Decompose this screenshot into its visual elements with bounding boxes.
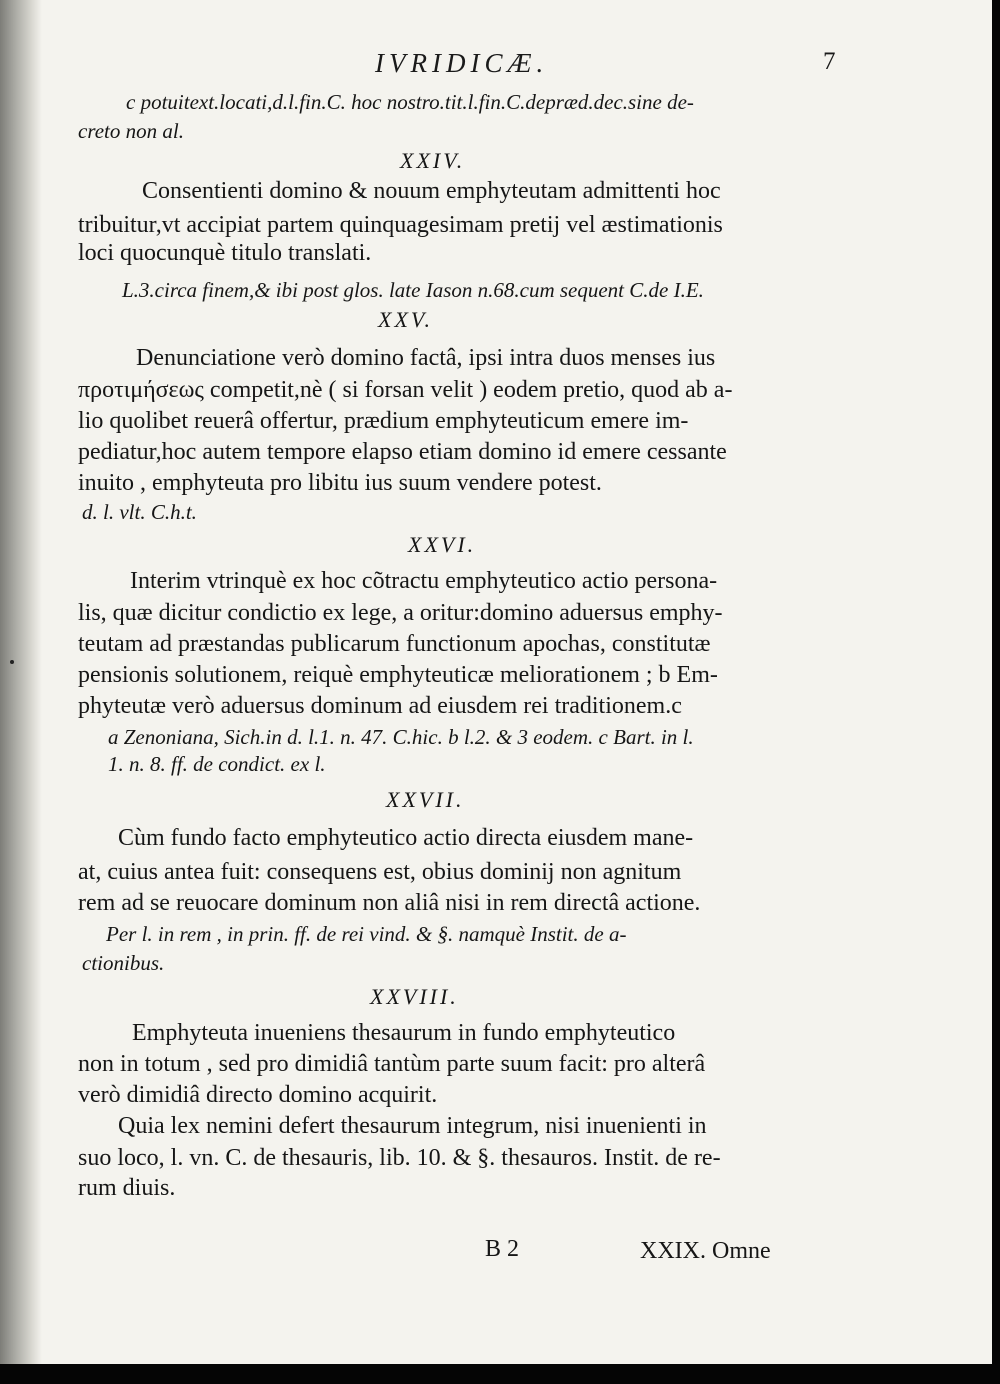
section-heading: XXV. <box>378 307 433 332</box>
section-heading: XXVIII. <box>370 984 459 1009</box>
text-line: προτιμήσεως competit,nè ( si forsan velit ) eodem pretio, quod ab a- <box>78 377 733 403</box>
text-line: lio quolibet reuerâ offertur, prædium emphyteuticum emere im- <box>78 408 689 434</box>
text-line: L.3.circa finem,& ibi post glos. late Iason n.68.cum sequent C.de I.E. <box>122 278 704 302</box>
text-line: at, cuius antea fuit: consequens est, obius dominij non agnitum <box>78 859 682 885</box>
text-line: verò dimidiâ directo domino acquirit. <box>78 1082 438 1108</box>
text-line: d. l. vlt. C.h.t. <box>82 500 197 524</box>
text-line: ctionibus. <box>82 951 165 975</box>
text-line: Denunciatione verò domino factâ, ipsi intra duos menses ius <box>136 345 716 371</box>
page-number: 7 <box>823 48 836 75</box>
text-line: pensionis solutionem, reiquè emphyteuticæ meliorationem ; b Em- <box>78 662 718 688</box>
text-line: non in totum , sed pro dimidiâ tantùm parte suum facit: pro alterâ <box>78 1051 706 1077</box>
text-line: c potuitext.locati,d.l.fin.C. hoc nostro.tit.l.fin.C.depræd.dec.sine de- <box>126 90 694 114</box>
catchword: XXIX. Omne <box>640 1238 771 1264</box>
text-line: tribuitur,vt accipiat partem quinquagesimam pretij vel æstimationis <box>78 212 723 238</box>
text-line: Cùm fundo facto emphyteutico actio directa eiusdem mane- <box>118 825 694 851</box>
text-line: Interim vtrinquè ex hoc cõtractu emphyteutico actio persona- <box>130 568 718 594</box>
margin-speck <box>10 660 14 664</box>
text-line: Emphyteuta inueniens thesaurum in fundo emphyteutico <box>132 1020 676 1046</box>
section-heading: XXIV. <box>400 148 466 173</box>
text-line: Quia lex nemini defert thesaurum integrum, nisi inuenienti in <box>118 1113 707 1139</box>
page-binding-shadow <box>0 0 42 1364</box>
signature-mark: B 2 <box>485 1236 520 1262</box>
section-heading: XXVII. <box>386 787 465 812</box>
running-head: IVRIDICÆ. <box>375 48 549 78</box>
text-line: 1. n. 8. ff. de condict. ex l. <box>108 752 326 776</box>
text-line: Per l. in rem , in prin. ff. de rei vind. & §. namquè Instit. de a- <box>106 922 627 946</box>
text-line: rum diuis. <box>78 1175 176 1201</box>
text-line: a Zenoniana, Sich.in d. l.1. n. 47. C.hic. b l.2. & 3 eodem. c Bart. in l. <box>108 725 694 749</box>
text-line: loci quocunquè titulo translati. <box>78 240 372 266</box>
text-line: teutam ad præstandas publicarum functionum apochas, constitutæ <box>78 631 711 657</box>
text-line: lis, quæ dicitur condictio ex lege, a oritur:domino aduersus emphy- <box>78 600 723 626</box>
section-heading: XXVI. <box>408 532 477 557</box>
text-line: pediatur,hoc autem tempore elapso etiam domino id emere cessante <box>78 439 727 465</box>
text-line: inuito , emphyteuta pro libitu ius suum vendere potest. <box>78 470 602 496</box>
page-header <box>0 48 992 88</box>
text-line: suo loco, l. vn. C. de thesauris, lib. 10. & §. thesauros. Instit. de re- <box>78 1145 721 1171</box>
text-line: Consentienti domino & nouum emphyteutam admittenti hoc <box>142 178 721 204</box>
text-line: creto non al. <box>78 119 184 143</box>
text-line: rem ad se reuocare dominum non aliâ nisi in rem directâ actione. <box>78 890 701 916</box>
text-line: phyteutæ verò aduersus dominum ad eiusdem rei traditionem.c <box>78 693 682 719</box>
